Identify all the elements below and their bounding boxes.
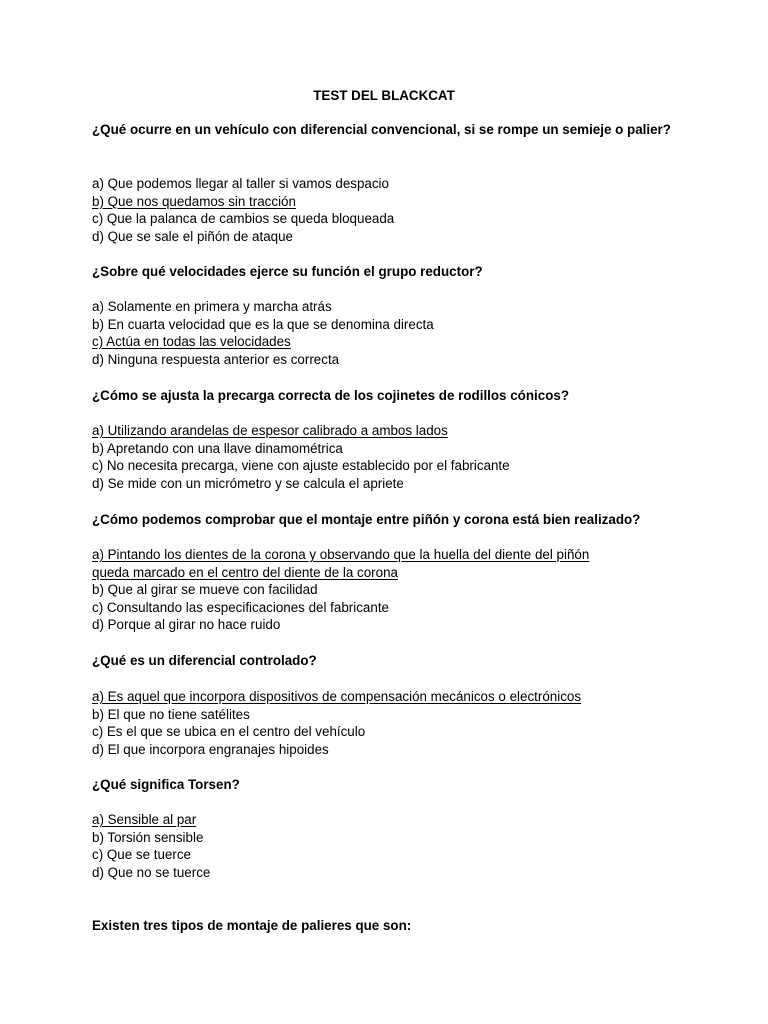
question-4: ¿Cómo podemos comprobar que el montaje entre piñón y corona está bien realizado? [92,512,641,527]
answer-list-6 [92,811,692,881]
question-1: ¿Qué ocurre en un vehículo con diferencial convencional, si se rompe un semieje o palier? [92,122,671,137]
answer-list-3 [92,422,692,492]
question-5: ¿Qué es un diferencial controlado? [92,653,317,668]
answer-6c: c) Que se tuerce [92,847,191,863]
answer-list-2 [92,298,692,368]
document-title: TEST DEL BLACKCAT [313,88,455,103]
answer-4b: b) Que al girar se mueve con facilidad [92,582,318,598]
answer-list-4 [92,546,692,634]
answer-2b: b) En cuarta velocidad que es la que se denomina directa [92,316,434,332]
answer-2a: a) Solamente en primera y marcha atrás [92,299,332,314]
answer-6b: b) Torsión sensible [92,829,204,845]
answer-4d: d) Porque al girar no hace ruido [92,617,281,633]
answer-3b: b) Apretando con una llave dinamométrica [92,440,343,456]
question-2: ¿Sobre qué velocidades ejerce su función el grupo reductor? [92,264,483,279]
answer-4c: c) Consultando las especificaciones del fabricante [92,599,389,615]
answer-2d: d) Ninguna respuesta anterior es correcta [92,351,340,367]
answer-5d: d) El que incorpora engranajes hipoides [92,741,329,757]
answer-5c: c) Es el que se ubica en el centro del vehículo [92,724,366,740]
answer-6d: d) Que no se tuerce [92,864,211,880]
answer-list-1 [92,175,692,245]
question-7: Existen tres tipos de montaje de palieres que son: [92,918,412,933]
answer-5a-correct: a) Es aquel que incorpora dispositivos de compensación mecánicos o electrónicos [92,689,582,704]
answer-3c: c) No necesita precarga, viene con ajuste establecido por el fabricante [92,458,510,474]
question-3: ¿Cómo se ajusta la precarga correcta de los cojinetes de rodillos cónicos? [92,388,570,403]
question-6: ¿Qué significa Torsen? [92,777,240,792]
answer-1b-correct: b) Que nos quedamos sin tracción [92,193,296,209]
answer-3a-correct: a) Utilizando arandelas de espesor calibrado a ambos lados [92,423,448,438]
answer-2c-correct: c) Actúa en todas las velocidades [92,334,291,350]
answer-5b: b) El que no tiene satélites [92,706,250,722]
answer-list-5 [92,688,692,758]
answer-3d: d) Se mide con un micrómetro y se calcula el apriete [92,475,404,491]
answer-6a-correct: a) Sensible al par [92,812,197,827]
answer-1a: a) Que podemos llegar al taller si vamos despacio [92,176,389,191]
answer-1d: d) Que se sale el piñón de ataque [92,228,294,244]
answer-1c: c) Que la palanca de cambios se queda bloqueada [92,211,395,227]
answer-4a-correct-line2: queda marcado en el centro del diente de la corona [92,564,398,580]
answer-4a-correct-line1: a) Pintando los dientes de la corona y observando que la huella del diente del piñón [92,547,590,562]
